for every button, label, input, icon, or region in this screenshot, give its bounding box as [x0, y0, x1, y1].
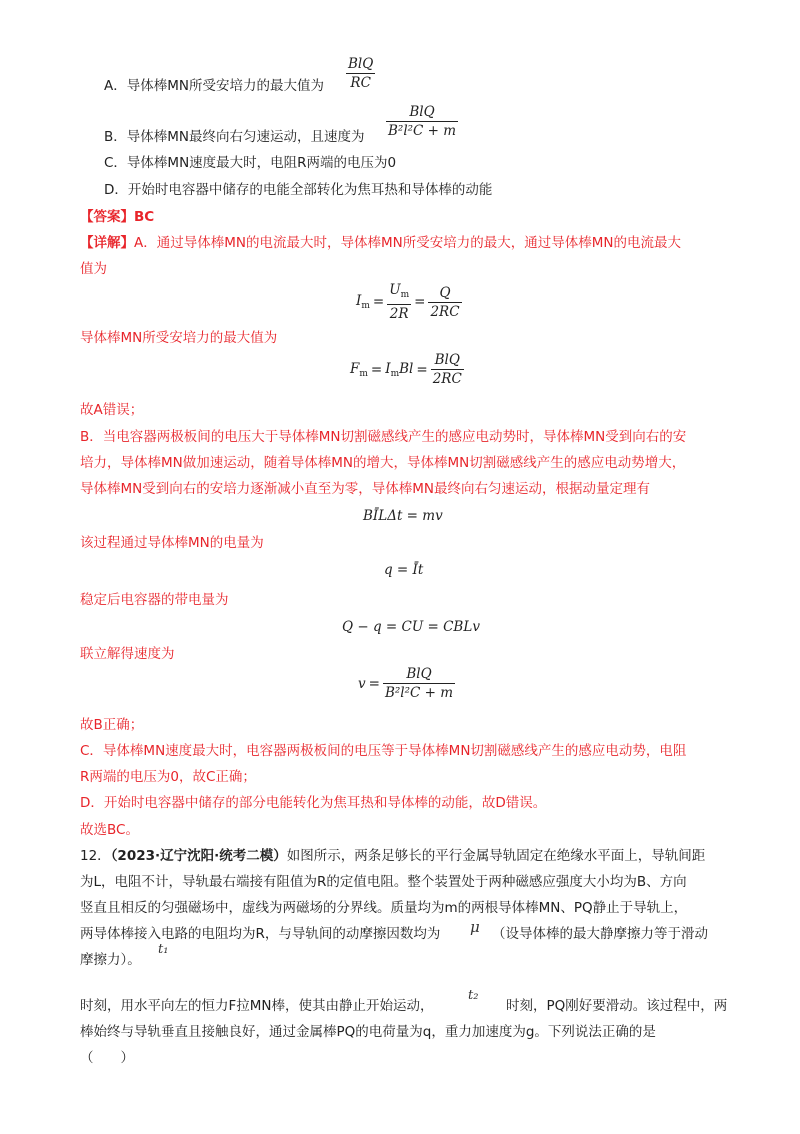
detail-line-10: 联立解得速度为	[80, 646, 175, 662]
option-c-text: C．导体棒MN速度最大时，电阻R两端的电压为0	[104, 155, 397, 171]
question-12-line-3: 竖直且相反的匀强磁场中，虚线为两磁场的分界线。质量均为m的两根导体棒MN、PQ静止于导轨上，	[80, 900, 688, 916]
detail-line-7: 导体棒MN受到向右的安培力逐渐减小直至为零，导体棒MN最终向右匀速运动，根据动量定理有	[80, 481, 650, 497]
detail-line-11: 故B正确；	[80, 717, 144, 733]
question-12-line-4b: （设导体棒的最大静摩擦力等于滑动	[492, 926, 708, 942]
detail-text-1: A．通过导体棒MN的电流最大时，导体棒MN所受安培力的最大，通过导体棒MN的电流最大	[134, 235, 681, 251]
detail-label: 【详解】	[80, 235, 134, 251]
answer-label: 【答案】	[80, 209, 134, 225]
detail-line-8: 该过程通过导体棒MN的电量为	[80, 535, 264, 551]
detail-line-15: 故选BC。	[80, 822, 139, 838]
t2-symbol: t₂	[468, 988, 479, 1003]
option-b-numerator: BlQ	[386, 104, 458, 122]
eq1-lhs-sub: m	[361, 301, 370, 311]
question-12-answer-blank: （ ）	[80, 1050, 134, 1066]
eq6-num: BlQ	[383, 666, 455, 684]
question-number: 12．	[80, 848, 111, 864]
equation-velocity: v = $\frac{\text{BlQ}}{\text{B²l²C + m}}$	[358, 666, 454, 701]
question-12-line-6a: 时刻，用水平向左的恒力F拉MN棒，使其由静止开始运动，	[80, 998, 434, 1014]
detail-line-13: R两端的电压为0，故C正确；	[80, 769, 256, 785]
option-b-text: B．导体棒MN最终向右匀速运动，且速度为	[104, 129, 365, 145]
eq2-rhs-den: 2RC	[432, 371, 462, 387]
question-source: （2023·辽宁沈阳·统考二模）	[110, 848, 287, 864]
detail-line-2: 值为	[80, 261, 107, 277]
question-12-line-1	[80, 846, 705, 866]
question-12-line-4a: 两导体棒接入电路的电阻均为R，与导轨间的动摩擦因数均为	[80, 926, 441, 942]
option-a-text: A．导体棒MN所受安培力的最大值为	[104, 78, 324, 94]
option-a-numerator: BlQ	[348, 56, 374, 72]
equation-charge: q = Īt	[384, 562, 424, 578]
question-12-line-5: 摩擦力）。	[80, 952, 141, 968]
equation-current-max: $I_m$ = $\frac{U_m}{2R}$ = $\frac{Q}{2RC}$	[356, 282, 460, 322]
detail-line-4: 故A错误；	[80, 402, 144, 418]
eq2-mid: I	[385, 360, 391, 377]
option-a-denominator: RC	[350, 75, 371, 91]
equation-force-max: $F_m = I_mBl$ = $\frac{\text{BlQ}}{2RC}$	[350, 352, 462, 387]
detail-line-12: C．导体棒MN速度最大时，电容器两极板间的电压等于导体棒MN切割磁感线产生的感应电动势，电阻	[80, 743, 687, 759]
eq1-mid-num: U	[389, 282, 401, 298]
option-b-denominator: B²l²C + m	[388, 123, 457, 139]
mu-symbol: μ	[470, 918, 480, 936]
eq1-mid-den: 2R	[389, 306, 409, 322]
eq1-lhs: I	[356, 293, 362, 309]
eq2-rhs-num: BlQ	[431, 352, 464, 370]
detail-line-9: 稳定后电容器的带电量为	[80, 592, 229, 608]
detail-line-14: D．开始时电容器中储存的部分电能转化为焦耳热和导体棒的动能，故D错误。	[80, 795, 547, 811]
detail-line-3: 导体棒MN所受安培力的最大值为	[80, 330, 278, 346]
eq2-lhs-sub: m	[359, 368, 368, 379]
eq1-rhs-den: 2RC	[430, 303, 460, 320]
question-12-line-7: 棒始终与导轨垂直且接触良好，通过金属棒PQ的电荷量为q，重力加速度为g。下列说法正确的是	[80, 1024, 656, 1040]
detail-line-1	[80, 233, 681, 253]
eq6-lhs: v	[358, 675, 366, 692]
eq2-lhs: F	[350, 360, 360, 377]
question-12-line-2: 为L，电阻不计，导轨最右端接有阻值为R的定值电阻。整个装置处于两种磁感应强度大小均为B、方向	[80, 874, 687, 890]
answer-value: BC	[134, 209, 155, 225]
equation-momentum: BĪLΔt = mv	[363, 508, 443, 524]
t1-symbol: t₁	[158, 942, 169, 957]
eq2-mid-tail: Bl	[399, 360, 414, 377]
detail-line-6: 培力，导体棒MN做加速运动，随着导体棒MN的增大，导体棒MN切割磁感线产生的感应电动势增大，	[80, 455, 686, 471]
question-12-line-6b: 时刻，PQ刚好要滑动。该过程中，两	[506, 998, 728, 1014]
eq1-rhs-num: Q	[428, 285, 461, 303]
option-d-text: D．开始时电容器中储存的电能全部转化为焦耳热和导体棒的动能	[104, 182, 493, 198]
eq6-den: B²l²C + m	[384, 685, 454, 701]
answer-line	[80, 207, 154, 227]
option-a-formula	[346, 56, 375, 91]
eq2-mid-sub: m	[390, 368, 400, 379]
detail-line-5: B．当电容器两极板间的电压大于导体棒MN切割磁感线产生的感应电动势时，导体棒MN受到向右的安	[80, 429, 687, 445]
option-b-formula	[386, 104, 458, 139]
question-text-1: 如图所示，两条足够长的平行金属导轨固定在绝缘水平面上，导轨间距	[286, 848, 706, 864]
eq1-mid-num-sub: m	[400, 290, 410, 300]
equation-capacitor: Q − q = CU = CBLv	[342, 619, 480, 635]
